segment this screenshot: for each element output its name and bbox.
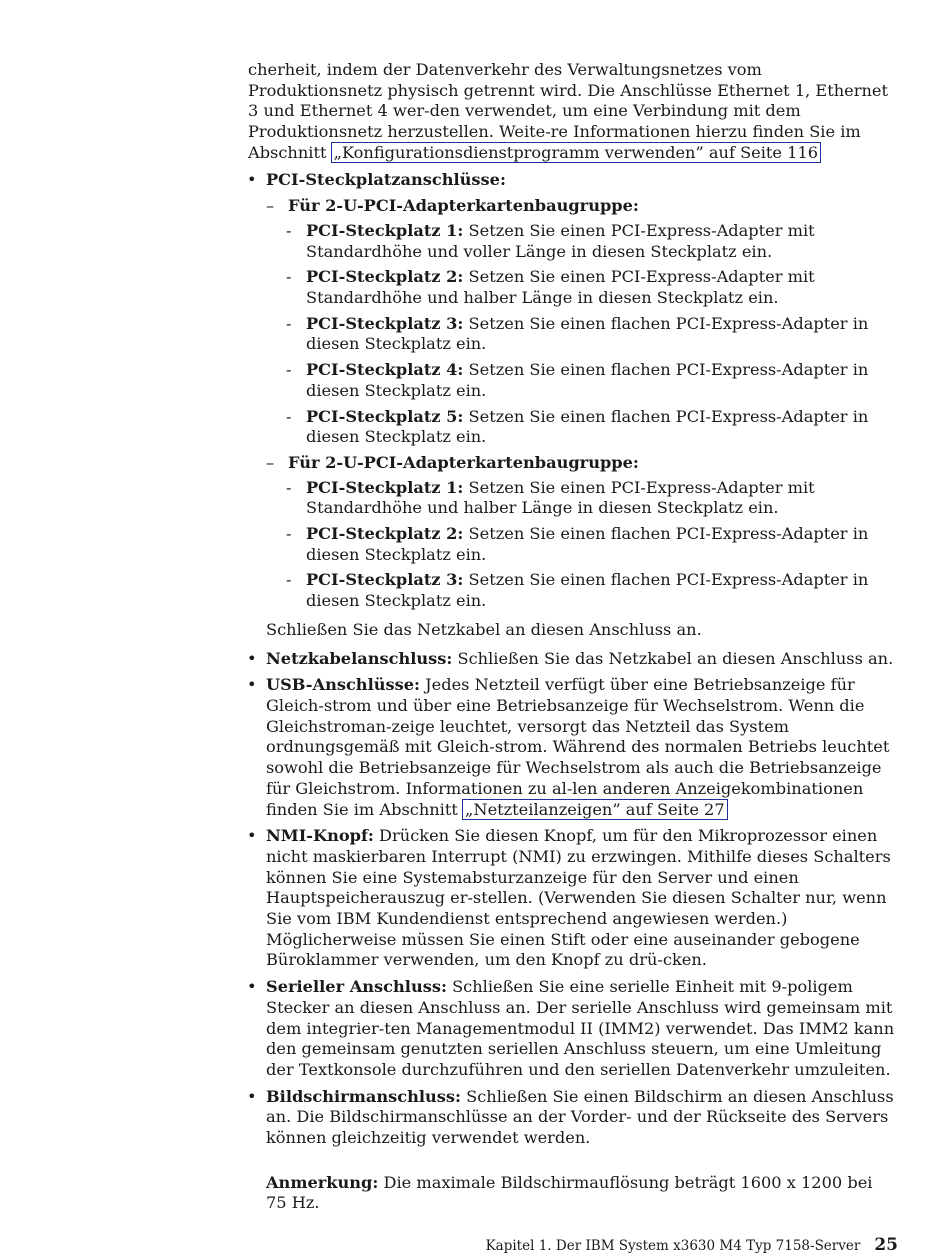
bullet-mark: • xyxy=(247,826,257,846)
item-text: Setzen Sie einen PCI-Express-Adapter mit Standardhöhe und halber Länge in diesen Steckplatz ein. xyxy=(306,477,815,518)
intro-text: cherheit, indem der Datenverkehr des Verwaltungsnetzes vom Produktionsnetz physisch getrennt wird. Die Anschlüsse Ethernet 1, Ethernet 3 und Ethernet 4 wer-den verwendet, um eine Verbindung mit dem Produktionsnetz herzustellen. Weite-re Informationen hierzu finden Sie im Abschnitt xyxy=(248,60,888,162)
item-label: PCI-Steckplatz 1: xyxy=(306,220,464,240)
video-text: Schließen Sie einen Bildschirm an diesen Anschluss an. Die Bildschirmanschlüsse an der Vorder- und der Rückseite des Servers können gleichzeitig verwendet werden. xyxy=(266,1086,894,1148)
pci-group-1-title xyxy=(248,196,898,217)
serial-label: Serieller Anschluss: xyxy=(266,977,447,997)
hyphen-mark: - xyxy=(286,313,292,333)
pci-group-1-item-4 xyxy=(248,360,898,401)
dash-mark: – xyxy=(266,452,275,472)
hyphen-mark: - xyxy=(286,570,292,590)
pci-label: PCI-Steckplatzanschlüsse: xyxy=(266,169,506,189)
pci-group-1-item-2 xyxy=(248,267,898,308)
bullet-pci-slots xyxy=(248,170,898,191)
bullet-video xyxy=(248,1087,898,1149)
bullet-mark: • xyxy=(247,169,257,189)
pci-group-1-item-1 xyxy=(248,221,898,262)
page-footer xyxy=(486,1236,898,1255)
nmi-text: Drücken Sie diesen Knopf, um für den Mikroprozessor einen nicht maskierbaren Interrupt (NMI) zu erzwingen. Mithilfe dieses Schalters können Sie eine Systemabsturzanzeige für den Server und einen Hauptspeicherauszug er-stellen. (Verwenden Sie diesen Schalter nur, wenn Sie vom IBM Kundendienst entsprechend angewiesen werden.) Möglicherweise müssen Sie einen Stift oder eine auseinander gebogene Büroklammer verwenden, um den Knopf zu drü-cken. xyxy=(266,826,891,970)
pci-group-2-item-2 xyxy=(248,524,898,565)
item-label: PCI-Steckplatz 5: xyxy=(306,406,464,426)
usb-text: Jedes Netzteil verfügt über eine Betriebsanzeige für Gleich-strom und über eine Betriebsanzeige für Wechselstrom. Wenn die Gleichstroman-zeige leuchtet, versorgt das Netzteil das System ordnungsgemäß mit Gleich-strom. Während des normalen Betriebs leuchtet sowohl die Betriebsanzeige für Wechselstrom als auch die Betriebsanzeige für Gleichstrom. Informationen zu al-len anderen Anzeigekombinationen finden Sie im Abschnitt xyxy=(266,675,890,819)
page-number: 25 xyxy=(874,1235,898,1255)
bullet-power xyxy=(248,649,898,670)
bullet-mark: • xyxy=(247,675,257,695)
config-utility-link[interactable]: „Konfigurationsdienstprogramm verwenden” auf Seite 116 xyxy=(331,142,821,163)
dash-mark: – xyxy=(266,196,275,216)
video-label: Bildschirmanschluss: xyxy=(266,1086,461,1106)
pci-group-2-item-3 xyxy=(248,570,898,611)
item-text: Setzen Sie einen flachen PCI-Express-Adapter in diesen Steckplatz ein. xyxy=(306,524,869,564)
nmi-label: NMI-Knopf: xyxy=(266,826,374,846)
note xyxy=(248,1173,898,1214)
item-label: PCI-Steckplatz 4: xyxy=(306,360,464,380)
item-text: Setzen Sie einen flachen PCI-Express-Adapter in diesen Steckplatz ein. xyxy=(306,570,869,611)
bullet-usb xyxy=(248,675,898,820)
pci-group-2-item-1 xyxy=(248,478,898,519)
group-title: Für 2-U-PCI-Adapterkartenbaugruppe: xyxy=(288,196,639,216)
bullet-mark: • xyxy=(247,648,257,668)
item-label: PCI-Steckplatz 3: xyxy=(306,313,464,333)
item-label: PCI-Steckplatz 1: xyxy=(306,477,464,497)
group-title: Für 2-U-PCI-Adapterkartenbaugruppe: xyxy=(288,452,639,472)
note-text: Die maximale Bildschirmauflösung beträgt 1600 x 1200 bei 75 Hz. xyxy=(266,1172,873,1213)
item-text: Setzen Sie einen PCI-Express-Adapter mit Standardhöhe und voller Länge in diesen Steckplatz ein. xyxy=(306,220,815,261)
power-label: Netzkabelanschluss: xyxy=(266,648,453,668)
bullet-nmi xyxy=(248,826,898,971)
usb-label: USB-Anschlüsse: xyxy=(266,675,420,695)
item-label: PCI-Steckplatz 2: xyxy=(306,267,464,287)
note-label: Anmerkung: xyxy=(266,1172,379,1192)
item-text: Setzen Sie einen PCI-Express-Adapter mit Standardhöhe und halber Länge in diesen Steckplatz ein. xyxy=(306,267,815,308)
pci-group-1-item-3 xyxy=(248,314,898,355)
item-text: Setzen Sie einen flachen PCI-Express-Adapter in diesen Steckplatz ein. xyxy=(306,360,869,400)
pci-trailing-text: Schließen Sie das Netzkabel an diesen Anschluss an. xyxy=(266,619,702,639)
hyphen-mark: - xyxy=(286,360,292,380)
intro-paragraph xyxy=(248,60,898,164)
footer-chapter: Kapitel 1. Der IBM System x3630 M4 Typ 7158-Server xyxy=(485,1238,861,1254)
power-supply-leds-link[interactable]: „Netzteilanzeigen” auf Seite 27 xyxy=(462,799,728,820)
document-body xyxy=(248,60,898,1214)
bullet-mark: • xyxy=(247,977,257,997)
item-text: Setzen Sie einen flachen PCI-Express-Adapter in diesen Steckplatz ein. xyxy=(306,313,869,354)
hyphen-mark: - xyxy=(286,477,292,497)
bullet-serial xyxy=(248,977,898,1081)
pci-group-2-title xyxy=(248,453,898,474)
pci-group-1-item-5 xyxy=(248,407,898,448)
serial-text: Schließen Sie eine serielle Einheit mit 9-poligem Stecker an diesen Anschluss an. Der serielle Anschluss wird gemeinsam mit dem integrier-ten Managementmodul II (IMM2) verwendet. Das IMM2 kann den gemeinsam genutzten seriellen Anschluss steuern, um eine Umleitung der Textkonsole durchzuführen und den seriellen Datenverkehr umzuleiten. xyxy=(266,977,895,1079)
hyphen-mark: - xyxy=(286,406,292,426)
hyphen-mark: - xyxy=(286,220,292,240)
hyphen-mark: - xyxy=(286,267,292,287)
bullet-mark: • xyxy=(247,1086,257,1106)
power-text: Schließen Sie das Netzkabel an diesen Anschluss an. xyxy=(452,648,894,668)
item-label: PCI-Steckplatz 2: xyxy=(306,524,464,544)
item-label: PCI-Steckplatz 3: xyxy=(306,570,464,590)
item-text: Setzen Sie einen flachen PCI-Express-Adapter in diesen Steckplatz ein. xyxy=(306,406,869,447)
hyphen-mark: - xyxy=(286,524,292,544)
